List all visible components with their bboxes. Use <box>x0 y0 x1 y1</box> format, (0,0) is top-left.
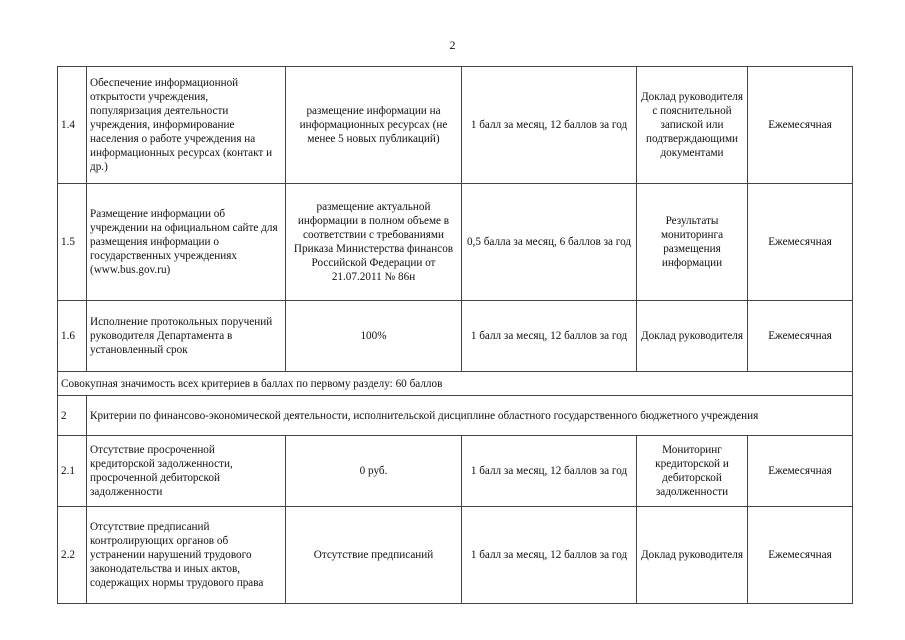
criterion-document: Доклад руководителя <box>637 507 748 604</box>
criterion-document: Результаты мониторинга размещения информации <box>637 184 748 301</box>
criterion-score: 1 балл за месяц, 12 баллов за год <box>462 301 637 372</box>
section-number: 2 <box>58 396 87 436</box>
row-number: 1.4 <box>58 67 87 184</box>
criterion-name: Исполнение протокольных поручений руководителя Департамента в установленный срок <box>87 301 286 372</box>
criterion-indicator: размещение актуальной информации в полном объеме в соответствии с требованиями Приказа Министерства финансов Российской Федерации от 21.07.2011 № 86н <box>286 184 462 301</box>
table-row <box>58 184 853 301</box>
criterion-document: Доклад руководителя с пояснительной запиской или подтверждающими документами <box>637 67 748 184</box>
criterion-frequency: Ежемесячная <box>748 301 853 372</box>
criterion-document: Доклад руководителя <box>637 301 748 372</box>
table-row <box>58 67 853 184</box>
criterion-frequency: Ежемесячная <box>748 507 853 604</box>
page-number: 2 <box>449 38 456 52</box>
row-number: 1.6 <box>58 301 87 372</box>
criterion-score: 1 балл за месяц, 12 баллов за год <box>462 67 637 184</box>
row-number: 2.2 <box>58 507 87 604</box>
criteria-table <box>57 66 853 604</box>
table-row <box>58 301 853 372</box>
criterion-indicator: 0 руб. <box>286 436 462 507</box>
row-number: 2.1 <box>58 436 87 507</box>
section-1-summary: Совокупная значимость всех критериев в баллах по первому разделу: 60 баллов <box>58 372 853 396</box>
criterion-name: Отсутствие просроченной кредиторской задолженности, просроченной дебиторской задолженности <box>87 436 286 507</box>
criterion-score: 1 балл за месяц, 12 баллов за год <box>462 507 637 604</box>
criterion-frequency: Ежемесячная <box>748 184 853 301</box>
criterion-name: Размещение информации об учреждении на официальном сайте для размещения информации о государственных учреждениях (www.bus.gov.ru) <box>87 184 286 301</box>
table-row <box>58 436 853 507</box>
section-title: Критерии по финансово-экономической деятельности, исполнительской дисциплине областного государственного бюджетного учреждения <box>87 396 853 436</box>
table-row <box>58 507 853 604</box>
criterion-indicator: 100% <box>286 301 462 372</box>
section-header-row <box>58 396 853 436</box>
criterion-document: Мониторинг кредиторской и дебиторской задолженности <box>637 436 748 507</box>
criterion-score: 0,5 балла за месяц, 6 баллов за год <box>462 184 637 301</box>
criterion-frequency: Ежемесячная <box>748 436 853 507</box>
criterion-name: Отсутствие предписаний контролирующих органов об устранении нарушений трудового законодательства и иных актов, содержащих нормы трудового права <box>87 507 286 604</box>
row-number: 1.5 <box>58 184 87 301</box>
criterion-name: Обеспечение информационной открытости учреждения, популяризация деятельности учреждения, информирование населения о работе учреждения на информационных ресурсах (контакт и др.) <box>87 67 286 184</box>
criterion-indicator: размещение информации на информационных ресурсах (не менее 5 новых публикаций) <box>286 67 462 184</box>
criterion-score: 1 балл за месяц, 12 баллов за год <box>462 436 637 507</box>
summary-row <box>58 372 853 396</box>
criterion-indicator: Отсутствие предписаний <box>286 507 462 604</box>
criterion-frequency: Ежемесячная <box>748 67 853 184</box>
